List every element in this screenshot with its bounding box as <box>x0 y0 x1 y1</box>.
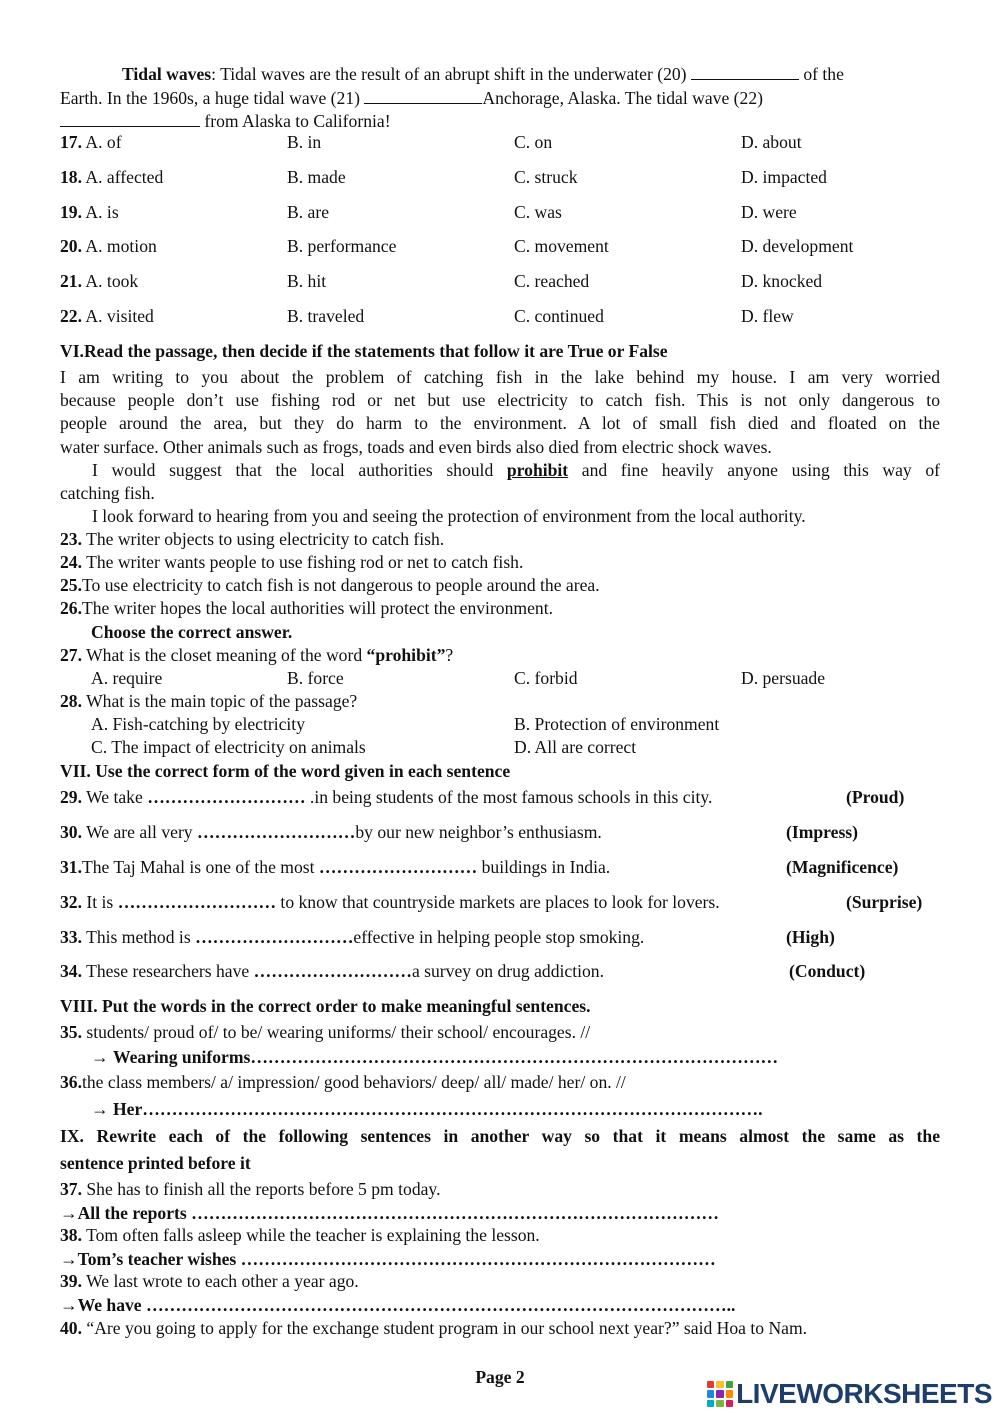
choose-answer-heading: Choose the correct answer. <box>91 622 293 642</box>
mcq-option-b[interactable]: B. traveled <box>287 306 365 326</box>
tidal-heading: Tidal waves <box>122 64 212 84</box>
mcq-option-a[interactable]: 22. A. visited <box>60 306 154 326</box>
answer-line-37[interactable]: →All the reports ……………………………………………………………………………… <box>60 1203 719 1223</box>
section-6-heading: VI.Read the passage, then decide if the statements that follow it are True or False <box>60 341 668 361</box>
question-36: 36.the class members/ a/ impression/ good behaviors/ deep/ all/ made/ her/ on. // <box>60 1072 626 1092</box>
mcq-option-d[interactable]: D. were <box>741 202 797 222</box>
q28-option-b[interactable]: B. Protection of environment <box>514 714 720 734</box>
q27-option-b[interactable]: B. force <box>287 668 344 688</box>
mcq-option-d[interactable]: D. flew <box>741 306 794 326</box>
tf-statement[interactable]: 25.To use electricity to catch fish is not dangerous to people around the area. <box>60 575 600 595</box>
brand-name: LIVEWORKSHEETS <box>736 1378 992 1409</box>
word-form-item[interactable]: 31.The Taj Mahal is one of the most ……………………… buildings in India. <box>60 857 611 877</box>
q27-option-c[interactable]: C. forbid <box>514 668 578 688</box>
q28-option-d[interactable]: D. All are correct <box>514 737 637 757</box>
tidal-passage-line-2: Earth. In the 1960s, a huge tidal wave (21) Anchorage, Alaska. The tidal wave (22) <box>60 88 763 108</box>
mcq-option-c[interactable]: C. continued <box>514 306 604 326</box>
mcq-option-b[interactable]: B. hit <box>287 271 327 291</box>
question-40: 40. “Are you going to apply for the exchange student program in our school next year?” said Hoa to Nam. <box>60 1318 808 1338</box>
mcq-option-a[interactable]: 20. A. motion <box>60 236 157 256</box>
section-7-heading: VII. Use the correct form of the word given in each sentence <box>60 761 511 781</box>
tf-statement[interactable]: 26.The writer hopes the local authorities will protect the environment. <box>60 598 553 618</box>
answer-line-39[interactable]: →We have ……………………………………………………………………………………….. <box>60 1295 736 1315</box>
question-27: 27. What is the closet meaning of the word “prohibit”? <box>60 645 454 665</box>
mcq-option-b[interactable]: B. are <box>287 202 330 222</box>
word-form-item[interactable]: 30. We are all very ………………………by our new neighbor’s enthusiasm. <box>60 822 602 842</box>
mcq-option-d[interactable]: D. knocked <box>741 271 823 291</box>
page-number: Page 2 <box>475 1367 525 1387</box>
mcq-option-b[interactable]: B. in <box>287 132 322 152</box>
highlighted-word-prohibit: prohibit <box>506 460 569 480</box>
mcq-option-c[interactable]: C. was <box>514 202 562 222</box>
q27-option-d[interactable]: D. persuade <box>741 668 826 688</box>
q28-option-c[interactable]: C. The impact of electricity on animals <box>91 737 366 757</box>
passage-line: because people don’t use fishing rod or net but use electricity to catch fish. This is not only dangerous to <box>60 390 940 410</box>
passage-line: water surface. Other animals such as frogs, toads and even birds also died from electric shock waves. <box>60 437 772 457</box>
mcq-option-d[interactable]: D. impacted <box>741 167 827 187</box>
mcq-option-a[interactable]: 19. A. is <box>60 202 119 222</box>
word-form-item[interactable]: 33. This method is ………………………effective in helping people stop smoking. <box>60 927 645 947</box>
section-9-heading-cont: sentence printed before it <box>60 1153 251 1173</box>
question-38: 38. Tom often falls asleep while the teacher is explaining the lesson. <box>60 1225 540 1245</box>
section-9-heading: IX. Rewrite each of the following sentences in another way so that it means almost the same as the <box>60 1126 940 1146</box>
word-hint: (Conduct) <box>789 961 866 981</box>
section-8-heading: VIII. Put the words in the correct order to make meaningful sentences. <box>60 996 591 1016</box>
question-28: 28. What is the main topic of the passage? <box>60 691 358 711</box>
passage-line: catching fish. <box>60 483 155 503</box>
question-37: 37. She has to finish all the reports before 5 pm today. <box>60 1179 441 1199</box>
passage-line: I would suggest that the local authorities should prohibit and fine heavily anyone using this way of <box>92 460 940 480</box>
mcq-option-a[interactable]: 18. A. affected <box>60 167 164 187</box>
blank-21[interactable] <box>364 88 482 104</box>
word-hint: (Proud) <box>846 787 905 807</box>
passage-line: I am writing to you about the problem of catching fish in the lake behind my house. I am very worried <box>60 367 940 387</box>
mcq-option-c[interactable]: C. movement <box>514 236 609 256</box>
question-35: 35. students/ proud of/ to be/ wearing uniforms/ their school/ encourages. // <box>60 1022 591 1042</box>
word-form-item[interactable]: 29. We take ……………………… .in being students of the most famous schools in this city. <box>60 787 713 807</box>
word-form-item[interactable]: 34. These researchers have ………………………a survey on drug addiction. <box>60 961 604 981</box>
mcq-option-d[interactable]: D. development <box>741 236 854 256</box>
tf-statement[interactable]: 24. The writer wants people to use fishing rod or net to catch fish. <box>60 552 524 572</box>
mcq-option-b[interactable]: B. made <box>287 167 346 187</box>
tidal-passage-line-3: from Alaska to California! <box>60 111 391 131</box>
mcq-option-c[interactable]: C. on <box>514 132 553 152</box>
passage-line: I look forward to hearing from you and seeing the protection of environment from the local authority. <box>92 506 806 526</box>
mcq-option-c[interactable]: C. reached <box>514 271 590 291</box>
answer-line-36[interactable]: → Her……………………………………………………………………………………………. <box>91 1099 763 1119</box>
tf-statement[interactable]: 23. The writer objects to using electricity to catch fish. <box>60 529 445 549</box>
word-form-item[interactable]: 32. It is ……………………… to know that countryside markets are places to look for lovers. <box>60 892 720 912</box>
answer-line-38[interactable]: →Tom’s teacher wishes ……………………………………………………………………… <box>60 1249 716 1269</box>
mcq-option-a[interactable]: 21. A. took <box>60 271 139 291</box>
brand-watermark <box>707 1377 992 1411</box>
word-hint: (Surprise) <box>846 892 923 912</box>
tidal-passage-line-1: Tidal waves: Tidal waves are the result of an abrupt shift in the underwater (20) of the <box>122 64 844 84</box>
q27-option-a[interactable]: A. require <box>91 668 163 688</box>
blank-22[interactable] <box>60 111 200 127</box>
question-39: 39. We last wrote to each other a year ago. <box>60 1271 359 1291</box>
q28-option-a[interactable]: A. Fish-catching by electricity <box>91 714 305 734</box>
blank-20[interactable] <box>691 64 799 80</box>
word-hint: (Impress) <box>786 822 858 842</box>
passage-line: people around the area, but they do harm to the environment. A lot of small fish died and floated on the <box>60 413 940 433</box>
mcq-option-b[interactable]: B. performance <box>287 236 397 256</box>
mcq-option-a[interactable]: 17. A. of <box>60 132 122 152</box>
mcq-option-d[interactable]: D. about <box>741 132 802 152</box>
answer-line-35[interactable]: → Wearing uniforms……………………………………………………………………………… <box>91 1047 779 1067</box>
mcq-option-c[interactable]: C. struck <box>514 167 578 187</box>
word-hint: (Magnificence) <box>786 857 899 877</box>
liveworksheets-logo-icon <box>707 1381 733 1407</box>
word-hint: (High) <box>786 927 835 947</box>
